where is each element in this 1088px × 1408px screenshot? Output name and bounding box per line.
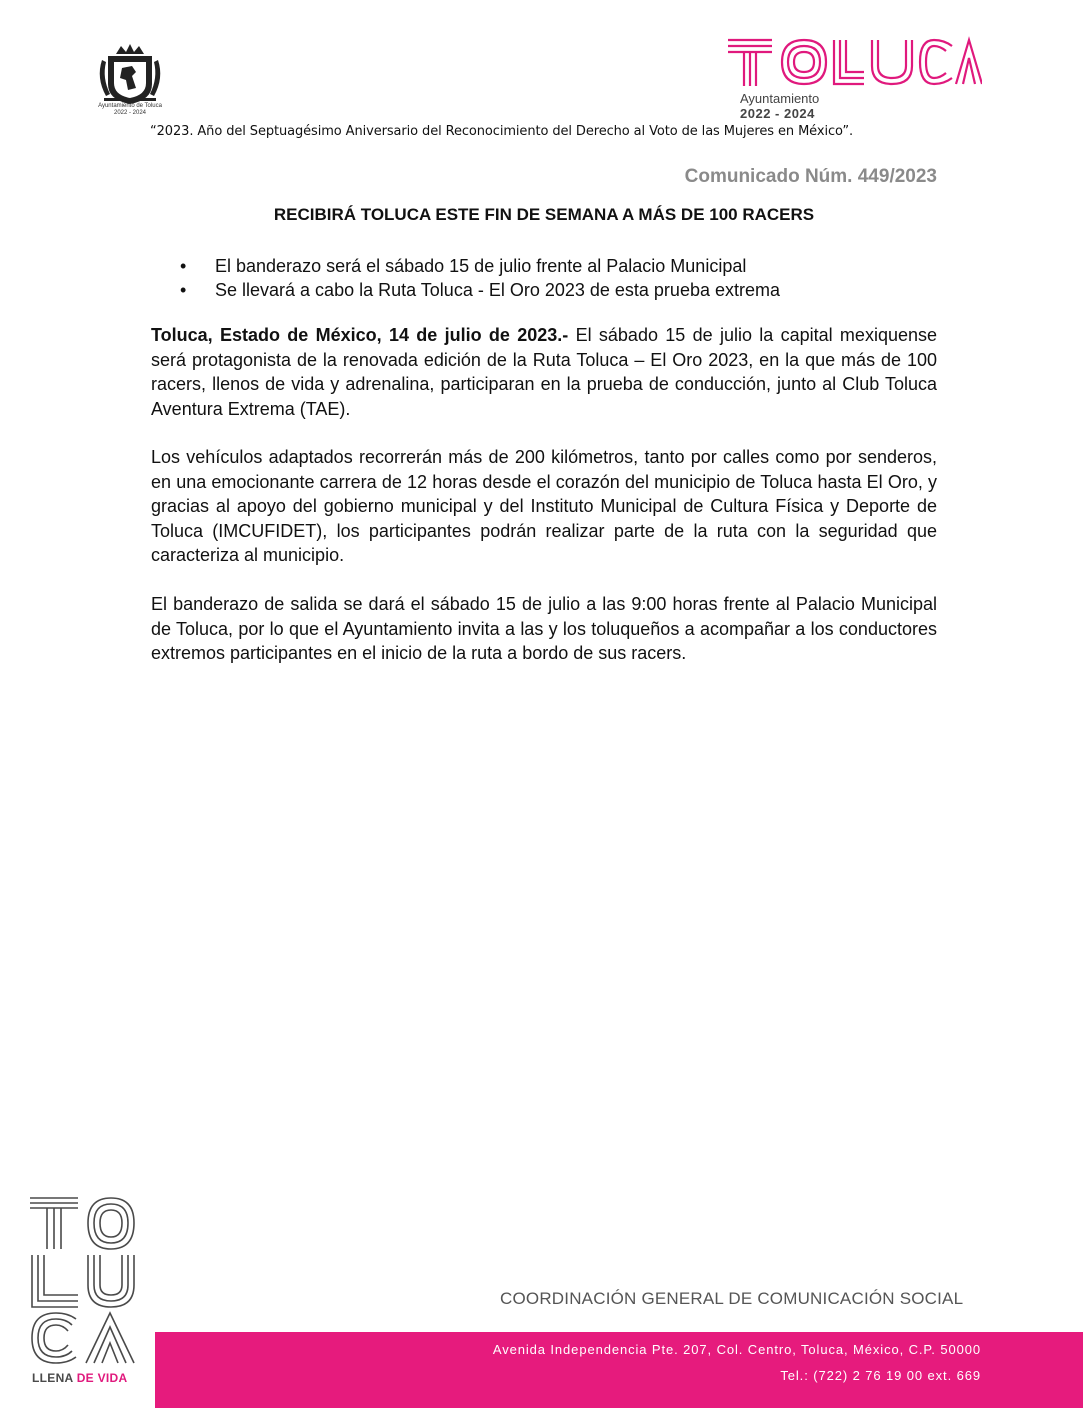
footer-phone: Tel.: (722) 2 76 19 00 ext. 669 [780,1368,981,1383]
list-item-text: Se llevará a cabo la Ruta Toluca - El Oro 2023 de esta prueba extrema [215,280,780,300]
bullet-icon: • [180,280,187,300]
paragraph-2: Los vehículos adaptados recorrerán más de 200 kilómetros, tanto por calles como por senderos, en una emocionante carrera de 12 horas desde el corazón del municipio de Toluca hasta El Oro, y gracias al apoyo del gobierno municipal y del Instituto Municipal de Cultura Física y Deporte de Toluca (IMCUFIDET), los participantes podrán realizar parte de la ruta con la seguridad que caracteriza al municipio. [151,447,937,565]
footer-toluca-logo [28,1195,140,1367]
paragraph-text: El sábado 15 de julio la capital mexiquense será protagonista de la renovada edición de la Ruta Toluca – El Oro 2023, en la que más de 100 racers, llenos de vida y adrenalina, participaran en la prueba de conducción, junto al Club Toluca Aventura Extrema (TAE). [151,325,937,419]
year-motto: “2023. Año del Septuagésimo Aniversario del Reconocimiento del Derecho al Voto de las Mujeres en México”. [150,124,854,139]
list-item-text: El banderazo será el sábado 15 de julio frente al Palacio Municipal [215,256,747,276]
footer-address: Avenida Independencia Pte. 207, Col. Centro, Toluca, México, C.P. 50000 [492,1342,981,1357]
coordination-title: COORDINACIÓN GENERAL DE COMUNICACIÓN SOCIAL [500,1289,964,1308]
paragraph-1 [151,323,937,421]
bullet-icon: • [180,256,187,276]
slogan-word: LLENA [32,1371,74,1385]
paragraph-3: El banderazo de salida se dará el sábado 15 de julio a las 9:00 horas frente al Palacio Municipal de Toluca, por lo que el Ayuntamiento invita a las y los toluqueños a acompañar a los conductores extremos participantes en el inicio de la ruta a bordo de sus racers. [151,594,937,663]
period-label: 2022 - 2024 [740,106,815,121]
list-item [180,278,780,302]
list-item [180,254,780,278]
toluca-brand-logo [726,36,982,88]
communique-number: Comunicado Núm. 449/2023 [684,166,937,187]
footer-slogan [32,1371,127,1385]
highlights-list [180,254,780,302]
slogan-word: DE VIDA [76,1371,128,1385]
ayuntamiento-label: Ayuntamiento [740,91,820,106]
headline: RECIBIRÁ TOLUCA ESTE FIN DE SEMANA A MÁS DE 100 RACERS [273,205,815,224]
seal-caption: Ayuntamiento de Toluca 2022 - 2024 [98,103,162,116]
dateline: Toluca, Estado de México, 14 de julio de 2023.- [151,325,569,345]
